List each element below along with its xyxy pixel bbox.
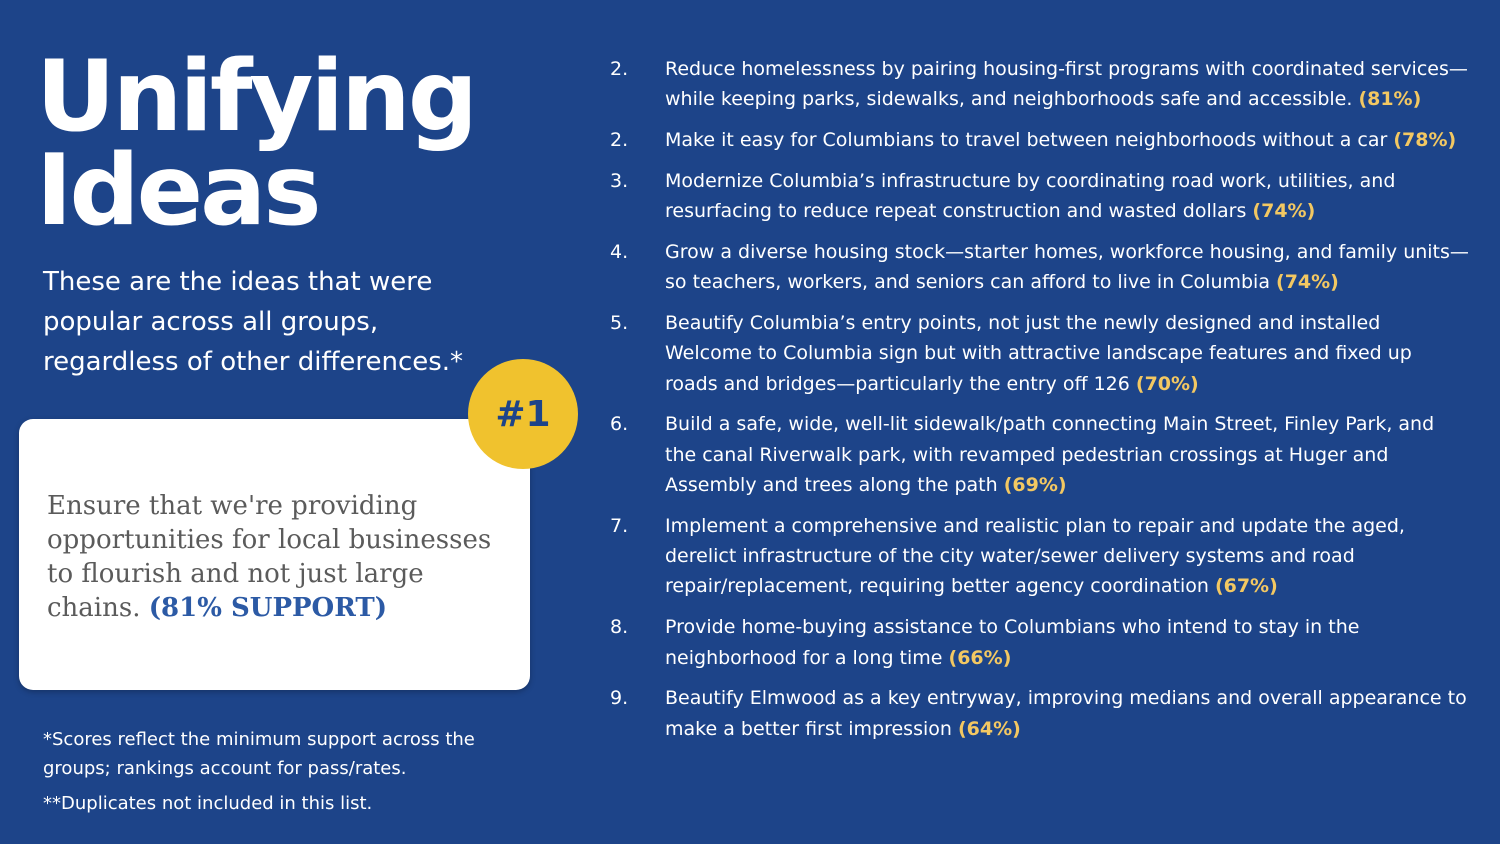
item-number: 3. [610,169,629,192]
list-item [610,511,1470,602]
item-number: 6. [610,413,629,436]
list-item [610,54,1470,115]
footnote-scores: *Scores reflect the minimum support across the groups; rankings account for pass/rates. [43,729,475,779]
list-item [610,166,1470,227]
list-item [610,409,1470,500]
item-number: 2. [610,129,629,152]
list-item [610,125,1470,155]
item-number: 2. [610,58,629,80]
top-idea-card [19,419,530,690]
item-percent: (78%) [1393,129,1457,152]
item-text [665,54,1470,115]
item-percent: (81%) [1358,88,1422,111]
title-line-2: Ideas [36,134,319,248]
ideas-list [610,54,1470,754]
item-text [665,409,1470,500]
subtitle: These are the ideas that were popular across all groups, regardless of other differences.* [43,267,464,377]
item-text [665,237,1470,298]
item-description: Beautify Columbia’s entry points, not just the newly designed and installed Welcome to Columbia sign but with attractive landscape features and fixed up roads and bridges—particularly the entry off 126 [665,312,1412,395]
list-item [610,612,1470,673]
list-item [610,237,1470,298]
list-item [610,308,1470,399]
item-number: 7. [610,514,629,537]
item-percent: (64%) [957,717,1021,740]
item-percent: (74%) [1276,271,1339,294]
item-description: Provide home-buying assistance to Columbians who intend to stay in the neighborhood for a long time [665,616,1360,669]
item-text [665,511,1470,602]
page-title [36,40,475,248]
rank-badge [468,359,578,469]
item-text [665,308,1470,399]
item-description: Beautify Elmwood as a key entryway, improving medians and overall appearance to make a better first impression [665,687,1467,740]
item-description: Build a safe, wide, well-lit sidewalk/path connecting Main Street, Finley Park, and the canal Riverwalk park, with revamped pedestrian crossings at Huger and Assembly and trees along the path [665,413,1435,497]
item-percent: (66%) [948,646,1012,669]
item-number: 5. [610,312,629,335]
item-text [665,612,1470,673]
list-item [610,683,1470,744]
item-description: Modernize Columbia’s infrastructure by coordinating road work, utilities, and resurfacing to reduce repeat construction and wasted dollars [665,169,1396,223]
item-description: Grow a diverse housing stock—starter homes, workforce housing, and family units—so teachers, workers, and seniors can afford to live in Columbia [665,240,1469,294]
item-number: 8. [610,616,629,639]
item-description: Implement a comprehensive and realistic plan to repair and update the aged, derelict infrastructure of the city water/sewer delivery systems and road repair/replacement, requiring better agency coordination [665,514,1405,598]
rank-badge-label: #1 [495,393,551,435]
item-number: 4. [610,240,629,263]
top-idea-text [47,489,497,625]
item-percent: (74%) [1252,200,1316,223]
item-description: Reduce homelessness by pairing housing-first programs with coordinated services—while keeping parks, sidewalks, and neighborhoods safe and accessible. [665,58,1468,111]
top-idea-description: Ensure that we're providing opportunities for local businesses to flourish and not just large chains. [47,491,492,623]
title-line-1: Unifying [36,40,475,154]
item-text [665,166,1470,227]
item-text [665,125,1470,155]
item-text [665,683,1470,744]
item-percent: (69%) [1003,474,1067,497]
item-percent: (70%) [1135,372,1199,395]
item-number: 9. [610,687,629,710]
top-idea-support: (81% SUPPORT) [148,593,387,623]
item-description: Make it easy for Columbians to travel between neighborhoods without a car [665,129,1394,152]
footnote-duplicates: **Duplicates not included in this list. [43,793,373,814]
item-percent: (67%) [1214,575,1278,598]
